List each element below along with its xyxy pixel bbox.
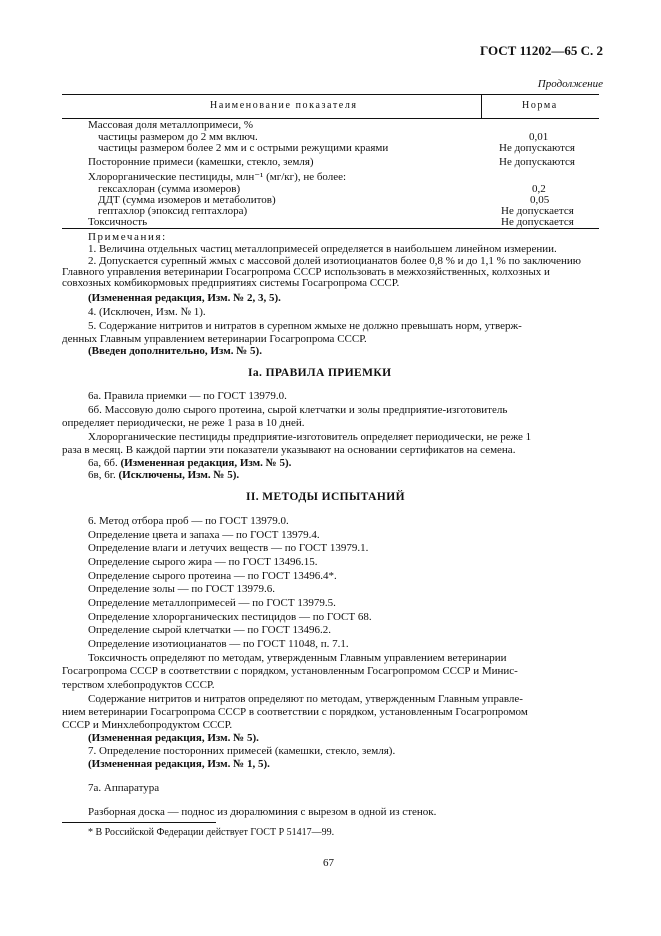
table-header-norm: Норма — [522, 100, 558, 111]
apparatus-board: Разборная доска — поднос из дюралюминия с вырезом в одной из стенок. — [88, 806, 437, 818]
table-row-norm: 0,01 — [529, 131, 549, 143]
method-item: Определение влаги и летучих веществ — по ГОСТ 13979.1. — [88, 542, 369, 554]
table-row-norm: Не допускаются — [499, 142, 575, 154]
note-2-line: 2. Допускается сурепный жмых с массовой долей изотиоцианатов более 0,8 % и до 1,1 % по заключению — [88, 255, 581, 267]
footnote-rule — [62, 822, 216, 823]
nitrites-line: нием ветеринарии Госагропрома СССР в соответствии с порядком, установленным Госагропромом — [62, 706, 528, 718]
method-item: Определение сырой клетчатки — по ГОСТ 13496.2. — [88, 624, 332, 636]
toxicity-line: терством хлебопродуктов СССР. — [62, 679, 215, 691]
clause-6b-line: определяет периодически, не реже 1 раза в 10 дней. — [62, 417, 305, 429]
clause-7: 7. Определение посторонних примесей (камешки, стекло, земля). — [88, 745, 396, 757]
table-row-norm: Не допускается — [501, 205, 574, 217]
amendment-note: (Измененная редакция, Изм. № 5). — [88, 732, 259, 744]
table-top-rule — [62, 94, 599, 95]
table-row-name: гексахлоран (сумма изомеров) — [98, 183, 241, 195]
method-item: Определение металлопримесей — по ГОСТ 13979.5. — [88, 597, 336, 609]
clause-7a: 7а. Аппаратура — [88, 782, 160, 794]
amendment-note: 6в, 6г. (Исключены, Изм. № 5). — [88, 469, 240, 481]
amendment-note: (Введен дополнительно, Изм. № 5). — [88, 345, 262, 357]
clause-4: 4. (Исключен, Изм. № 1). — [88, 306, 206, 318]
clause-5-line: 5. Содержание нитритов и нитратов в сурепном жмыхе не должно превышать норм, утверж- — [88, 320, 522, 332]
table-row-name: Посторонние примеси (камешки, стекло, земля) — [88, 156, 314, 168]
method-item: Определение золы — по ГОСТ 13979.6. — [88, 583, 275, 595]
table-row-name: Массовая доля металлопримеси, % — [88, 119, 253, 131]
note-2-line: совхозных комбикормовых предприятиях системы Госагропрома СССР. — [62, 277, 400, 289]
method-item: Определение сырого жира — по ГОСТ 13496.15. — [88, 556, 318, 568]
method-item: Определение сырого протеина — по ГОСТ 13496.4*. — [88, 570, 337, 582]
table-row-name: частицы размером до 2 мм включ. — [98, 131, 258, 143]
method-item: 6. Метод отбора проб — по ГОСТ 13979.0. — [88, 515, 289, 527]
method-item: Определение изотиоцианатов — по ГОСТ 11048, п. 7.1. — [88, 638, 349, 650]
notes-title: Примечания: — [88, 231, 167, 243]
table-row-name: Токсичность — [88, 216, 148, 228]
amendment-note: 6а, 6б. (Измененная редакция, Изм. № 5). — [88, 457, 292, 469]
table-row-name: Хлорорганические пестициды, млн⁻¹ (мг/кг), не более: — [88, 171, 347, 183]
table-row-norm: 0,05 — [530, 194, 550, 206]
clause-6c-line: раза в месяц. В каждой партии эти показатели указывают на основании сертификатов на семена. — [62, 444, 516, 456]
clause-6b-line: 6б. Массовую долю сырого протеина, сырой клетчатки и золы предприятие-изготовитель — [88, 404, 508, 416]
section-title-methods: II. МЕТОДЫ ИСПЫТАНИЙ — [246, 491, 405, 503]
table-bottom-rule — [62, 228, 599, 229]
table-column-divider — [481, 94, 482, 118]
table-row-norm: 0,2 — [532, 183, 546, 195]
note-1: 1. Величина отдельных частиц металлопримесей определяется в наибольшем линейном измерении. — [88, 243, 557, 255]
section-title-acceptance: Iа. ПРАВИЛА ПРИЕМКИ — [248, 367, 392, 379]
nitrites-line: СССР и Минхлебопродуктом СССР. — [62, 719, 233, 731]
method-item: Определение хлорорганических пестицидов — по ГОСТ 68. — [88, 611, 372, 623]
clause-5-line: денных Главным управлением ветеринарии Госагропрома СССР. — [62, 333, 367, 345]
continued-label: Продолжение — [537, 78, 603, 90]
amendment-note: (Измененная редакция, Изм. № 2, 3, 5). — [88, 292, 281, 304]
footnote: * В Российской Федерации действует ГОСТ Р 51417—99. — [88, 827, 335, 838]
toxicity-line: Токсичность определяют по методам, утвержденным Главным управлением ветеринарии — [88, 652, 507, 664]
document-code: ГОСТ 11202—65 С. 2 — [480, 43, 603, 58]
method-item: Определение цвета и запаха — по ГОСТ 13979.4. — [88, 529, 320, 541]
table-header-name: Наименование показателя — [210, 100, 358, 111]
clause-6c-line: Хлорорганические пестициды предприятие-изготовитель определяет периодически, не реже 1 — [88, 431, 532, 443]
clause-6a: 6а. Правила приемки — по ГОСТ 13979.0. — [88, 390, 287, 402]
toxicity-line: Госагропрома СССР в соответствии с порядком, установленным Госагропромом СССР и Минис- — [62, 665, 518, 677]
table-row-norm: Не допускаются — [499, 156, 575, 168]
table-row-name: гептахлор (эпоксид гептахлора) — [98, 205, 248, 217]
page-number: 67 — [323, 857, 334, 869]
note-2-line: Главного управления ветеринарии Госагропрома СССР использовать в межхозяйственных, колхозных и — [62, 266, 550, 278]
nitrites-line: Содержание нитритов и нитратов определяют по методам, утвержденным Главным управле- — [88, 693, 523, 705]
table-row-name: частицы размером более 2 мм и с острыми режущими краями — [98, 142, 389, 154]
table-row-name: ДДТ (сумма изомеров и метаболитов) — [98, 194, 276, 206]
amendment-note: (Измененная редакция, Изм. № 1, 5). — [88, 758, 270, 770]
table-row-norm: Не допускается — [501, 216, 574, 228]
